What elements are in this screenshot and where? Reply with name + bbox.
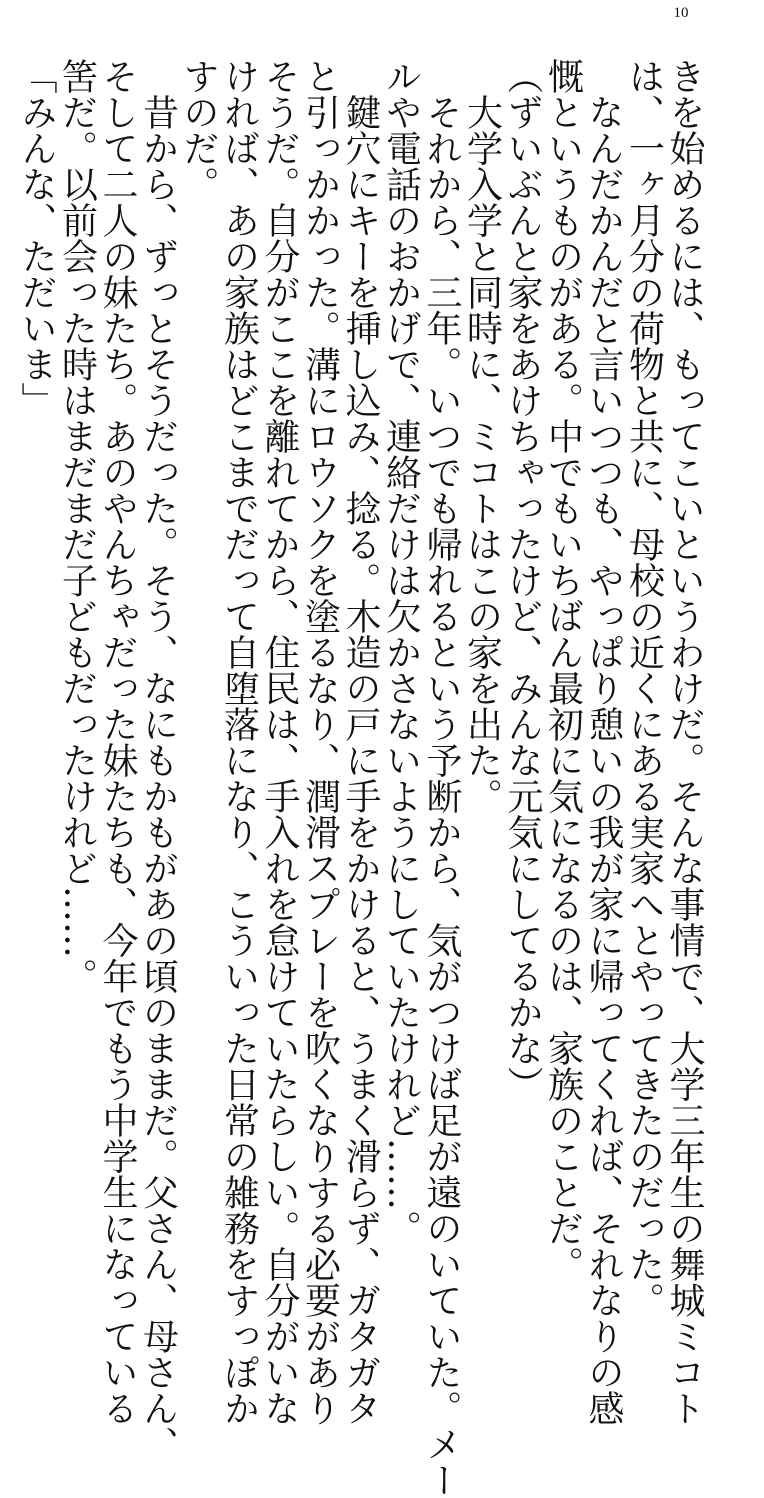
text-line: は、一ヶ月分の荷物と共に、母校の近くにある実家へとやってきたのだった。: [623, 58, 665, 1318]
text-line: 鍵穴にキーを挿し込み、捻る。木造の戸に手をかけると、うまく滑らず、ガタガタ: [340, 58, 381, 1426]
text-line: 大学入学と同時に、ミコトはこの家を出た。: [461, 58, 503, 814]
text-line: きを始めるには、もってこいというわけだ。そんな事情で、大学三年生の舞城ミコト: [664, 58, 705, 1426]
text-line: ルや電話のおかげで、連絡だけは欠かさないようにしていたけれど……。: [380, 58, 422, 1246]
body-text: [16, 58, 705, 1498]
text-line: それから、三年。いつでも帰れるという予断から、気がつけば足が遠のいていた。メー: [421, 58, 462, 1498]
page-number: 10: [673, 5, 689, 21]
text-line: 「みんな、ただいま」: [16, 58, 57, 418]
text-line: なんだかんだと言いつつも、やっぱり憩いの我が家に帰ってくれば、それなりの感: [583, 58, 624, 1426]
text-line: すのだ。: [178, 58, 219, 202]
text-line: （ずいぶんと家をあけちゃったけど、みんな元気にしてるかな）: [502, 58, 543, 1102]
text-line: ければ、あの家族はどこまでだって自堕落になり、こういった日常の雑務をすっぽか: [218, 58, 260, 1426]
text-line: そうだ。自分がここを離れてから、住民は、手入れを怠けていたらしい。自分がいな: [259, 58, 300, 1426]
text-line: 昔から、ずっとそうだった。そう、なにもかもがあの頃のままだ。父さん、母さん、: [137, 58, 179, 1462]
text-line: 筈だ。以前会った時はまだまだ子どもだったけれど……。: [56, 58, 98, 994]
text-line: そして二人の妹たち。あのやんちゃだった妹たちも、今年でもう中学生になっている: [97, 58, 138, 1426]
text-line: 慨というものがある。中でもいちばん最初に気になるのは、家族のことだ。: [542, 58, 584, 1282]
text-line: と引っかかった。溝にロウソクを塗るなり、潤滑スプレーを吹くなりする必要があり: [299, 58, 341, 1426]
